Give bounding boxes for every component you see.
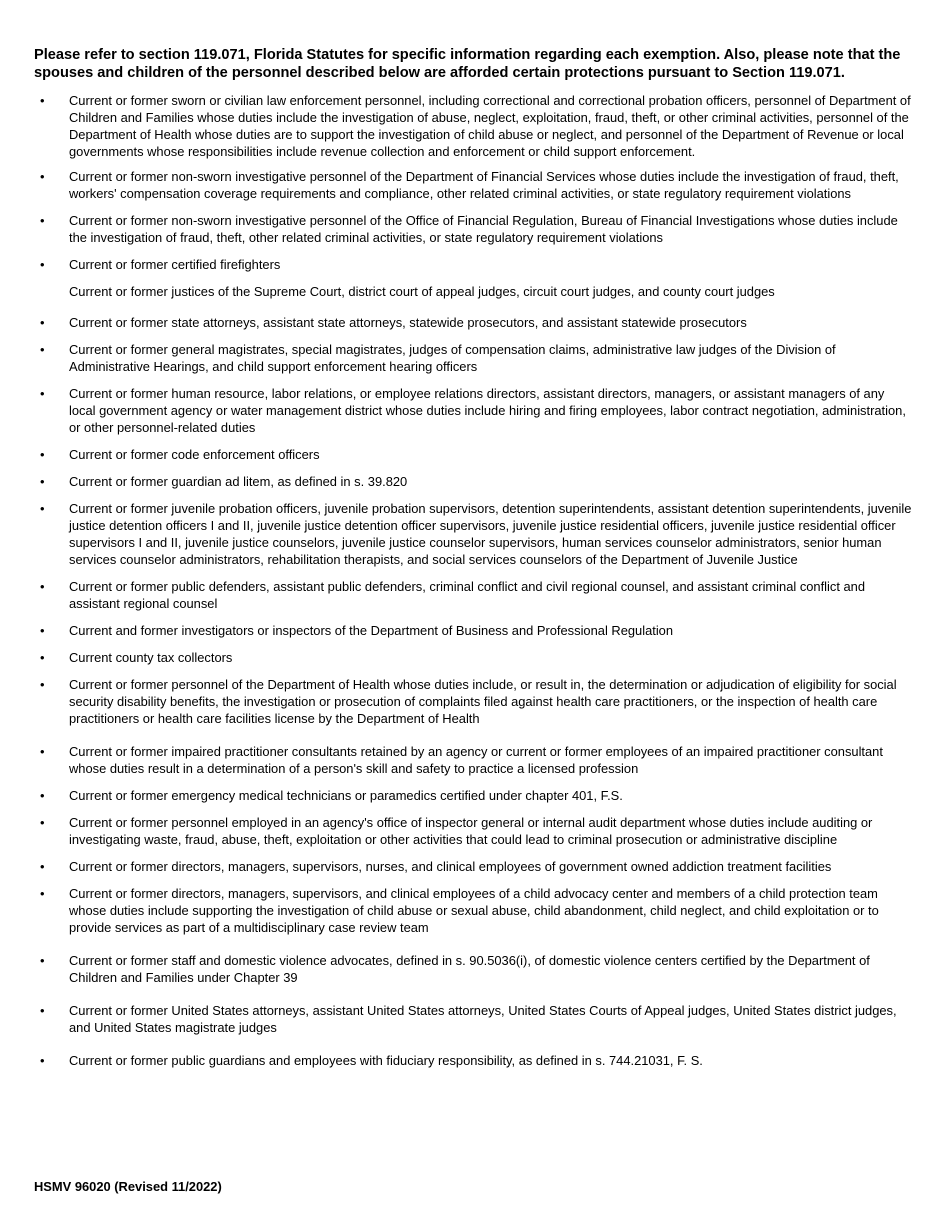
list-item bbox=[34, 649, 914, 666]
list-item-text: Current or former certified firefighters bbox=[69, 257, 281, 272]
list-item bbox=[34, 314, 914, 331]
list-item bbox=[34, 500, 914, 568]
list-item-text: Current or former guardian ad litem, as defined in s. 39.820 bbox=[69, 474, 408, 489]
bullet-icon: • bbox=[40, 953, 45, 968]
list-item-text: Current or former personnel of the Department of Health whose duties include, or result in, the determination or adjudication of eligibility for social security disability benefits, the investigation or prosecution of complaints filed against health care practitioners, or the inspection of health care practitioners or health care facilities license by the Department of Health bbox=[69, 677, 897, 726]
bullet-icon: • bbox=[40, 315, 45, 330]
list-item bbox=[34, 473, 914, 490]
list-item-text: Current or former personnel employed in an agency's office of inspector general or internal audit department whose duties include auditing or investigating waste, fraud, abuse, theft, exploitation or other activities that could lead to criminal prosecution or administrative discipline bbox=[69, 815, 873, 847]
bullet-icon: • bbox=[40, 342, 45, 357]
bullet-icon: • bbox=[40, 386, 45, 401]
bullet-icon: • bbox=[40, 1053, 45, 1068]
bullet-icon: • bbox=[40, 579, 45, 594]
list-item-text: Current or former staff and domestic violence advocates, defined in s. 90.5036(i), of domestic violence centers certified by the Department of Children and Families under Chapter 39 bbox=[69, 953, 870, 985]
list-item-text: Current or former impaired practitioner consultants retained by an agency or current or former employees of an impaired practitioner consultant whose duties result in a determination of a person's skill and safety to practice a licensed profession bbox=[69, 744, 883, 776]
bullet-icon: • bbox=[40, 859, 45, 874]
intro-paragraph: Please refer to section 119.071, Florida Statutes for specific information regarding each exemption. Also, please note that the spouses and children of the personnel described below are afforded certain protections pursuant to Section 119.071. bbox=[34, 47, 901, 81]
bullet-icon: • bbox=[40, 788, 45, 803]
list-item bbox=[34, 787, 914, 804]
document-body bbox=[34, 46, 914, 1069]
list-item-text: Current or former code enforcement officers bbox=[69, 447, 320, 462]
bullet-icon: • bbox=[40, 501, 45, 516]
bullet-icon: • bbox=[40, 93, 45, 108]
form-number: HSMV 96020 (Revised 11/2022) bbox=[34, 1179, 222, 1194]
list-item-text: Current or former general magistrates, special magistrates, judges of compensation claims, administrative law judges of the Division of Administrative Hearings, and child support enforcement hearing officers bbox=[69, 342, 836, 374]
bullet-icon: • bbox=[40, 623, 45, 638]
list-item bbox=[34, 92, 914, 160]
list-item-text: Current or former justices of the Supreme Court, district court of appeal judges, circuit court judges, and county court judges bbox=[69, 284, 775, 299]
bullet-icon: • bbox=[40, 257, 45, 272]
list-item bbox=[34, 814, 914, 848]
bullet-icon: • bbox=[40, 677, 45, 692]
list-item-text: Current county tax collectors bbox=[69, 650, 233, 665]
list-item bbox=[34, 446, 914, 463]
list-item bbox=[34, 341, 914, 375]
bullet-icon: • bbox=[40, 169, 45, 184]
list-item bbox=[34, 622, 914, 639]
list-item-text: Current or former non-sworn investigative personnel of the Department of Financial Services whose duties include the investigation of fraud, theft, workers' compensation coverage requirements and compliance, other related criminal activities, or state regulatory requirement violations bbox=[69, 169, 899, 201]
list-item-text: Current or former non-sworn investigative personnel of the Office of Financial Regulation, Bureau of Financial Investigations whose duties include the investigation of fraud, theft, other related criminal activities, or state regulatory requirement violations bbox=[69, 213, 898, 245]
list-item bbox=[34, 578, 914, 612]
bullet-icon: • bbox=[40, 474, 45, 489]
list-item-text: Current or former public defenders, assistant public defenders, criminal conflict and civil regional counsel, and assistant criminal conflict and assistant regional counsel bbox=[69, 579, 866, 611]
list-item bbox=[34, 283, 914, 300]
list-item bbox=[34, 952, 914, 986]
list-item bbox=[34, 1052, 914, 1069]
bullet-icon: • bbox=[40, 744, 45, 759]
list-item-text: Current or former directors, managers, supervisors, nurses, and clinical employees of government owned addiction treatment facilities bbox=[69, 859, 832, 874]
list-item bbox=[34, 385, 914, 436]
exemption-list bbox=[34, 92, 914, 1069]
list-item bbox=[34, 1002, 914, 1036]
list-item-text: Current or former directors, managers, supervisors, and clinical employees of a child advocacy center and members of a child protection team whose duties include supporting the investigation of child abuse or sexual abuse, child abandonment, child neglect, and child exploitation or to provide services as part of a multidisciplinary case review team bbox=[69, 886, 879, 935]
list-item-text: Current or former public guardians and employees with fiduciary responsibility, as defined in s. 744.21031, F. S. bbox=[69, 1053, 703, 1068]
list-item-text: Current or former juvenile probation officers, juvenile probation supervisors, detention superintendents, assistant detention superintendents, juvenile justice detention officers I and II, juvenile justice detention officer supervisors, juvenile justice residential officers, juvenile justice residential officer supervisors I and II, juvenile justice counselors, juvenile justice counselor supervisors, human services counselor administrators, senior human services counselor administrators, rehabilitation therapists, and social services counselors of the Department of Juvenile Justice bbox=[69, 501, 912, 567]
bullet-icon: • bbox=[40, 213, 45, 228]
list-item-text: Current or former sworn or civilian law enforcement personnel, including correctional and correctional probation officers, personnel of Department of Children and Families whose duties include the investigation of abuse, neglect, exploitation, fraud, theft, or other criminal activities, personnel of the Department of Health whose duties are to support the investigation of child abuse or neglect, and personnel of the Department of Revenue or local governments whose responsibilities include revenue collection and enforcement or child support enforcement. bbox=[69, 93, 911, 159]
list-item bbox=[34, 212, 914, 246]
bullet-icon: • bbox=[40, 650, 45, 665]
list-item bbox=[34, 256, 914, 273]
bullet-icon: • bbox=[40, 886, 45, 901]
list-item bbox=[34, 168, 914, 202]
list-item bbox=[34, 858, 914, 875]
list-item-text: Current or former emergency medical technicians or paramedics certified under chapter 401, F.S. bbox=[69, 788, 623, 803]
list-item-text: Current or former state attorneys, assistant state attorneys, statewide prosecutors, and assistant statewide prosecutors bbox=[69, 315, 747, 330]
list-item-text: Current or former human resource, labor relations, or employee relations directors, assistant directors, managers, or assistant managers of any local government agency or water management district whose duties include hiring and firing employees, labor contract negotiation, administration, or other personnel-related duties bbox=[69, 386, 906, 435]
bullet-icon: • bbox=[40, 815, 45, 830]
bullet-icon: • bbox=[40, 447, 45, 462]
list-item-text: Current and former investigators or inspectors of the Department of Business and Professional Regulation bbox=[69, 623, 674, 638]
list-item bbox=[34, 743, 914, 777]
list-item bbox=[34, 676, 914, 727]
bullet-icon: • bbox=[40, 1003, 45, 1018]
list-item-text: Current or former United States attorneys, assistant United States attorneys, United States Courts of Appeal judges, United States district judges, and United States magistrate judges bbox=[69, 1003, 897, 1035]
list-item bbox=[34, 885, 914, 936]
